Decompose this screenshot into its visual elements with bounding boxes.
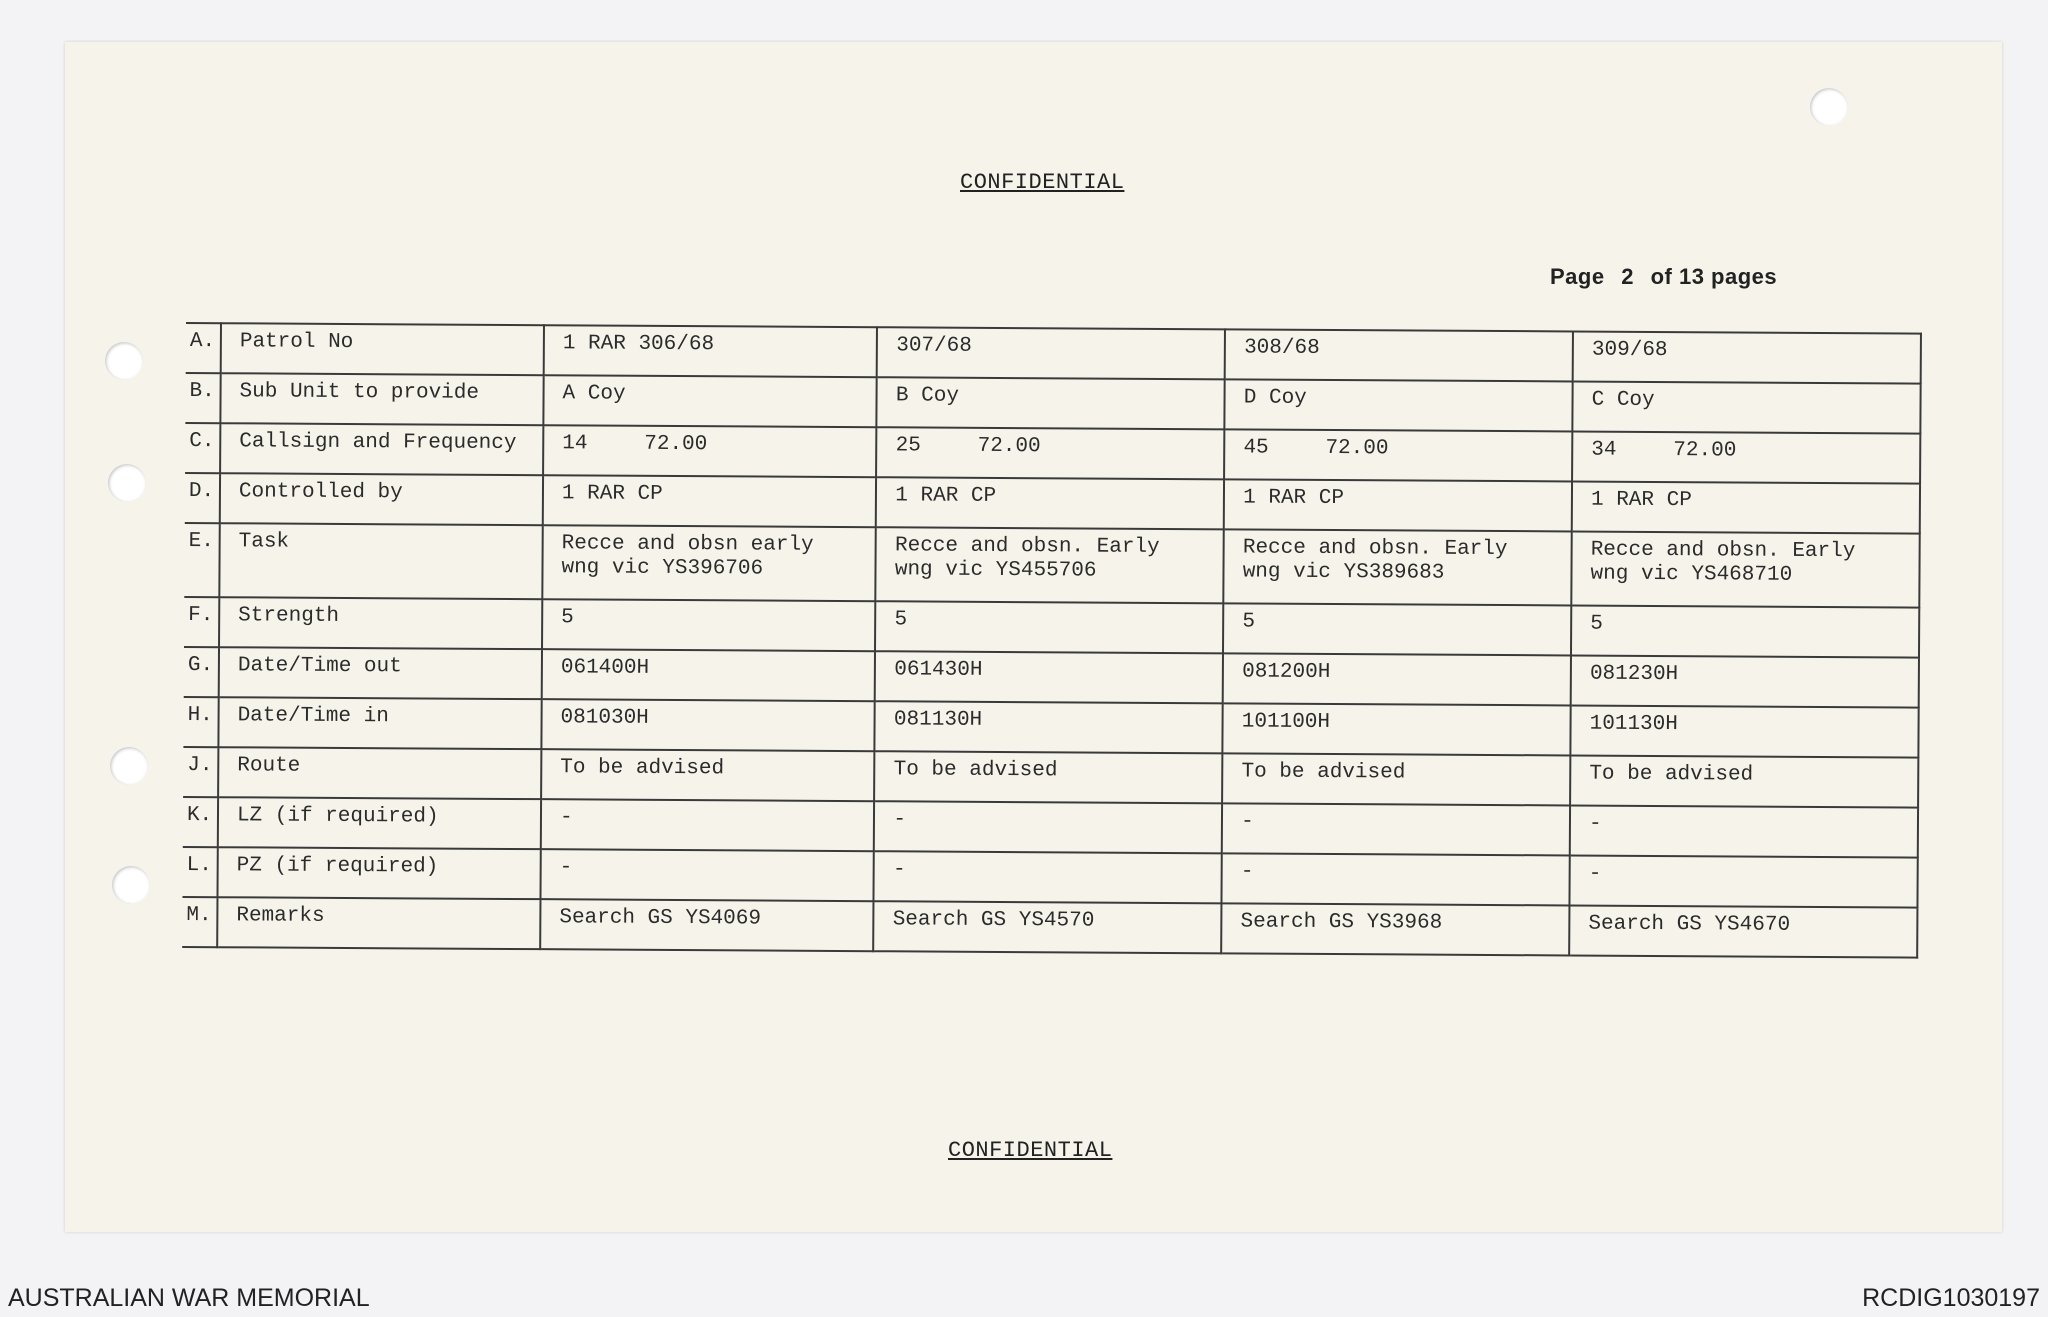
row-letter: M. xyxy=(182,897,217,947)
row-label: Remarks xyxy=(217,897,540,949)
table-cell xyxy=(1572,431,1920,483)
row-label: Strength xyxy=(219,597,542,649)
confidential-footer: CONFIDENTIAL xyxy=(948,1138,1113,1163)
row-label: Patrol No xyxy=(221,323,544,375)
table-cell: 1 RAR 306/68 xyxy=(544,325,878,377)
callsign: 25 xyxy=(895,434,921,458)
task-line: wng vic YS389683 xyxy=(1242,560,1445,585)
frequency: 72.00 xyxy=(977,434,1041,459)
table-cell: - xyxy=(1570,855,1918,907)
table-row xyxy=(182,897,1917,958)
punch-hole xyxy=(112,866,150,904)
row-letter: E. xyxy=(184,523,219,597)
row-letter: D. xyxy=(185,473,220,523)
table-cell: - xyxy=(1222,803,1570,855)
table-cell: 1 RAR CP xyxy=(1572,481,1920,533)
row-letter: A. xyxy=(186,323,221,373)
table-row xyxy=(184,523,1919,608)
callsign: 45 xyxy=(1243,436,1269,460)
task-line: wng vic YS468710 xyxy=(1590,562,1793,587)
table-cell: C Coy xyxy=(1572,381,1920,433)
table-cell xyxy=(876,427,1224,479)
table-cell: 1 RAR CP xyxy=(876,477,1224,529)
page-of-text: of 13 pages xyxy=(1650,264,1778,289)
table-cell: 307/68 xyxy=(877,327,1225,379)
row-letter: L. xyxy=(182,847,217,897)
table-cell xyxy=(542,525,876,601)
frequency: 72.00 xyxy=(1325,436,1389,461)
punch-hole xyxy=(105,342,143,380)
table-cell: 081200H xyxy=(1223,653,1571,705)
table-cell: 101130H xyxy=(1570,705,1918,757)
punch-hole xyxy=(110,747,148,785)
task-line: Recce and obsn early xyxy=(561,532,814,557)
row-label: PZ (if required) xyxy=(217,847,540,899)
callsign: 34 xyxy=(1591,438,1617,462)
row-label: Callsign and Frequency xyxy=(220,423,543,475)
table-cell: 061430H xyxy=(875,651,1223,703)
table-cell: 5 xyxy=(1223,603,1571,655)
row-label: Task xyxy=(219,523,542,599)
row-letter: H. xyxy=(183,697,218,747)
row-letter: J. xyxy=(183,747,218,797)
table-cell: To be advised xyxy=(541,749,875,801)
table-cell: 081230H xyxy=(1571,655,1919,707)
table-cell: - xyxy=(1570,805,1918,857)
table-cell: To be advised xyxy=(874,751,1222,803)
table-cell: To be advised xyxy=(1570,755,1918,807)
table-cell: B Coy xyxy=(877,377,1225,429)
row-label: LZ (if required) xyxy=(218,797,541,849)
row-letter: G. xyxy=(184,647,219,697)
row-letter: B. xyxy=(185,373,220,423)
table-cell xyxy=(1571,531,1919,607)
frequency: 72.00 xyxy=(644,432,708,457)
table-cell: 081030H xyxy=(541,699,875,751)
table-cell: A Coy xyxy=(543,375,877,427)
patrol-table xyxy=(182,322,1922,959)
punch-hole xyxy=(1810,88,1848,126)
row-letter: F. xyxy=(184,597,219,647)
archive-credit: AUSTRALIAN WAR MEMORIAL xyxy=(8,1284,370,1312)
table-cell: Search GS YS4069 xyxy=(540,899,874,951)
frequency: 72.00 xyxy=(1673,439,1737,463)
table-cell: 081130H xyxy=(875,701,1223,753)
table-cell: 1 RAR CP xyxy=(1224,479,1572,531)
table-cell: - xyxy=(874,801,1222,853)
table-cell: - xyxy=(540,849,874,901)
archive-id: RCDIG1030197 xyxy=(1862,1284,2040,1312)
task-line: Recce and obsn. Early xyxy=(1242,536,1508,562)
row-letter: C. xyxy=(185,423,220,473)
table-cell xyxy=(876,527,1224,603)
task-line: wng vic YS455706 xyxy=(894,558,1097,583)
table-cell: 309/68 xyxy=(1573,331,1921,383)
table-cell: 308/68 xyxy=(1225,329,1573,381)
row-label: Sub Unit to provide xyxy=(220,373,543,425)
task-line: Recce and obsn. Early xyxy=(1590,538,1856,564)
table-cell: 5 xyxy=(1571,605,1919,657)
page-word: Page xyxy=(1550,264,1605,289)
table-cell xyxy=(1224,429,1572,481)
page-indicator xyxy=(1550,264,1787,290)
table-cell: Search GS YS3968 xyxy=(1221,903,1569,955)
table-cell: - xyxy=(874,851,1222,903)
task-line: Recce and obsn. Early xyxy=(894,534,1160,559)
table-cell: 101100H xyxy=(1223,703,1571,755)
table-cell xyxy=(1224,529,1572,605)
row-letter: K. xyxy=(183,797,218,847)
callsign: 14 xyxy=(562,432,588,456)
table-cell: 061400H xyxy=(542,649,876,701)
table-cell: 1 RAR CP xyxy=(543,475,877,527)
table-cell: - xyxy=(541,799,875,851)
page-number: 2 xyxy=(1621,264,1634,289)
punch-hole xyxy=(108,464,146,502)
confidential-header: CONFIDENTIAL xyxy=(960,170,1125,195)
row-label: Date/Time out xyxy=(219,647,542,699)
row-label: Controlled by xyxy=(220,473,543,525)
row-label: Date/Time in xyxy=(218,697,541,749)
table-cell: To be advised xyxy=(1222,753,1570,805)
table-cell xyxy=(543,425,877,477)
table-cell: Search GS YS4570 xyxy=(874,901,1222,953)
task-line: wng vic YS396706 xyxy=(561,556,764,581)
table-cell: 5 xyxy=(542,599,876,651)
table-cell: - xyxy=(1222,853,1570,905)
table-cell: D Coy xyxy=(1225,379,1573,431)
table-cell: Search GS YS4670 xyxy=(1569,905,1917,957)
table-cell: 5 xyxy=(875,601,1223,653)
row-label: Route xyxy=(218,747,541,799)
